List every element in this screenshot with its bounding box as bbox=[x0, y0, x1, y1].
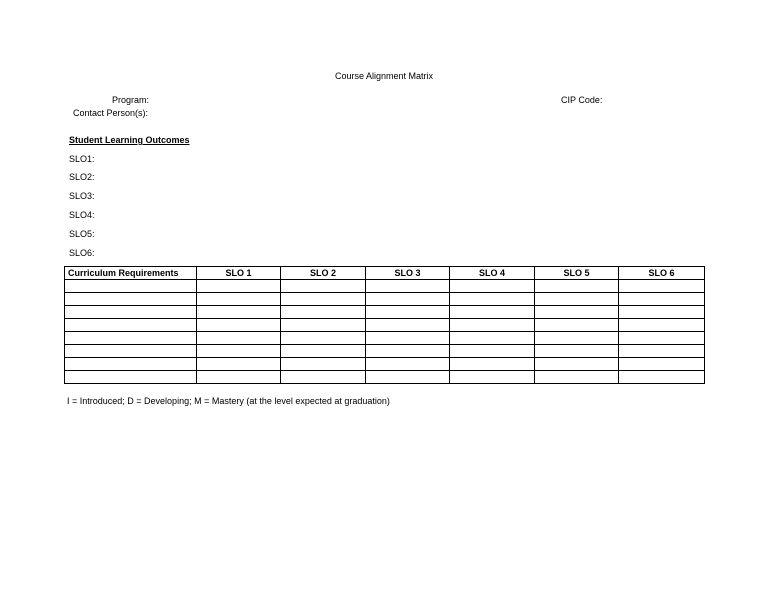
header-slo-3: SLO 3 bbox=[366, 267, 450, 280]
slo-1-cell[interactable] bbox=[197, 358, 281, 371]
slo-1-cell[interactable] bbox=[197, 280, 281, 293]
slo-5-cell[interactable] bbox=[535, 332, 619, 345]
slo-1-cell[interactable] bbox=[197, 319, 281, 332]
slo-1-cell[interactable] bbox=[197, 293, 281, 306]
slo-1-cell[interactable] bbox=[197, 371, 281, 384]
slo-2-cell[interactable] bbox=[281, 332, 366, 345]
slo-2-cell[interactable] bbox=[281, 358, 366, 371]
curriculum-requirement-cell[interactable] bbox=[65, 345, 197, 358]
slo-2-cell[interactable] bbox=[281, 293, 366, 306]
slo-4-cell[interactable] bbox=[450, 319, 535, 332]
table-row bbox=[65, 358, 705, 371]
matrix-header-row bbox=[65, 267, 705, 280]
slo-1-cell[interactable] bbox=[197, 306, 281, 319]
slo-4-cell[interactable] bbox=[450, 293, 535, 306]
slo-3-cell[interactable] bbox=[366, 332, 450, 345]
curriculum-requirement-cell[interactable] bbox=[65, 371, 197, 384]
program-label: Program: bbox=[112, 95, 150, 105]
table-row bbox=[65, 332, 705, 345]
slo-6-cell[interactable] bbox=[619, 358, 705, 371]
header-slo-6: SLO 6 bbox=[619, 267, 705, 280]
curriculum-requirement-cell[interactable] bbox=[65, 358, 197, 371]
slo-6-cell[interactable] bbox=[619, 280, 705, 293]
slo-2-cell[interactable] bbox=[281, 280, 366, 293]
slo-6-cell[interactable] bbox=[619, 345, 705, 358]
page-title: Course Alignment Matrix bbox=[334, 71, 434, 81]
slo-4-cell[interactable] bbox=[450, 358, 535, 371]
curriculum-requirement-cell[interactable] bbox=[65, 306, 197, 319]
slo-section-heading: Student Learning Outcomes bbox=[69, 135, 190, 145]
slo-5-cell[interactable] bbox=[535, 280, 619, 293]
slo-2-cell[interactable] bbox=[281, 306, 366, 319]
slo-line-5: SLO5: bbox=[69, 229, 95, 239]
legend-text: I = Introduced; D = Developing; M = Mastery (at the level expected at graduation) bbox=[67, 396, 390, 406]
slo-2-cell[interactable] bbox=[281, 345, 366, 358]
slo-6-cell[interactable] bbox=[619, 332, 705, 345]
curriculum-requirement-cell[interactable] bbox=[65, 293, 197, 306]
slo-3-cell[interactable] bbox=[366, 280, 450, 293]
header-slo-1: SLO 1 bbox=[197, 267, 281, 280]
slo-6-cell[interactable] bbox=[619, 293, 705, 306]
slo-4-cell[interactable] bbox=[450, 332, 535, 345]
slo-5-cell[interactable] bbox=[535, 319, 619, 332]
slo-4-cell[interactable] bbox=[450, 280, 535, 293]
slo-6-cell[interactable] bbox=[619, 319, 705, 332]
slo-3-cell[interactable] bbox=[366, 319, 450, 332]
table-row bbox=[65, 319, 705, 332]
slo-1-cell[interactable] bbox=[197, 332, 281, 345]
slo-3-cell[interactable] bbox=[366, 358, 450, 371]
table-row bbox=[65, 306, 705, 319]
slo-line-6: SLO6: bbox=[69, 248, 95, 258]
header-slo-5: SLO 5 bbox=[535, 267, 619, 280]
slo-6-cell[interactable] bbox=[619, 371, 705, 384]
slo-3-cell[interactable] bbox=[366, 293, 450, 306]
curriculum-requirement-cell[interactable] bbox=[65, 319, 197, 332]
slo-line-2: SLO2: bbox=[69, 172, 95, 182]
slo-4-cell[interactable] bbox=[450, 371, 535, 384]
slo-3-cell[interactable] bbox=[366, 345, 450, 358]
slo-1-cell[interactable] bbox=[197, 345, 281, 358]
slo-5-cell[interactable] bbox=[535, 371, 619, 384]
slo-2-cell[interactable] bbox=[281, 319, 366, 332]
contact-person-label: Contact Person(s): bbox=[73, 108, 149, 118]
slo-line-1: SLO1: bbox=[69, 154, 95, 164]
slo-3-cell[interactable] bbox=[366, 306, 450, 319]
slo-5-cell[interactable] bbox=[535, 293, 619, 306]
slo-3-cell[interactable] bbox=[366, 371, 450, 384]
slo-5-cell[interactable] bbox=[535, 345, 619, 358]
alignment-matrix-table bbox=[64, 266, 705, 384]
slo-line-3: SLO3: bbox=[69, 191, 95, 201]
slo-line-4: SLO4: bbox=[69, 210, 95, 220]
slo-5-cell[interactable] bbox=[535, 358, 619, 371]
slo-2-cell[interactable] bbox=[281, 371, 366, 384]
table-row bbox=[65, 371, 705, 384]
slo-4-cell[interactable] bbox=[450, 306, 535, 319]
slo-5-cell[interactable] bbox=[535, 306, 619, 319]
slo-4-cell[interactable] bbox=[450, 345, 535, 358]
table-row bbox=[65, 293, 705, 306]
table-row bbox=[65, 345, 705, 358]
header-curriculum-requirements: Curriculum Requirements bbox=[65, 267, 197, 280]
header-slo-2: SLO 2 bbox=[281, 267, 366, 280]
slo-6-cell[interactable] bbox=[619, 306, 705, 319]
curriculum-requirement-cell[interactable] bbox=[65, 332, 197, 345]
curriculum-requirement-cell[interactable] bbox=[65, 280, 197, 293]
cip-code-label: CIP Code: bbox=[561, 95, 603, 105]
header-slo-4: SLO 4 bbox=[450, 267, 535, 280]
table-row bbox=[65, 280, 705, 293]
